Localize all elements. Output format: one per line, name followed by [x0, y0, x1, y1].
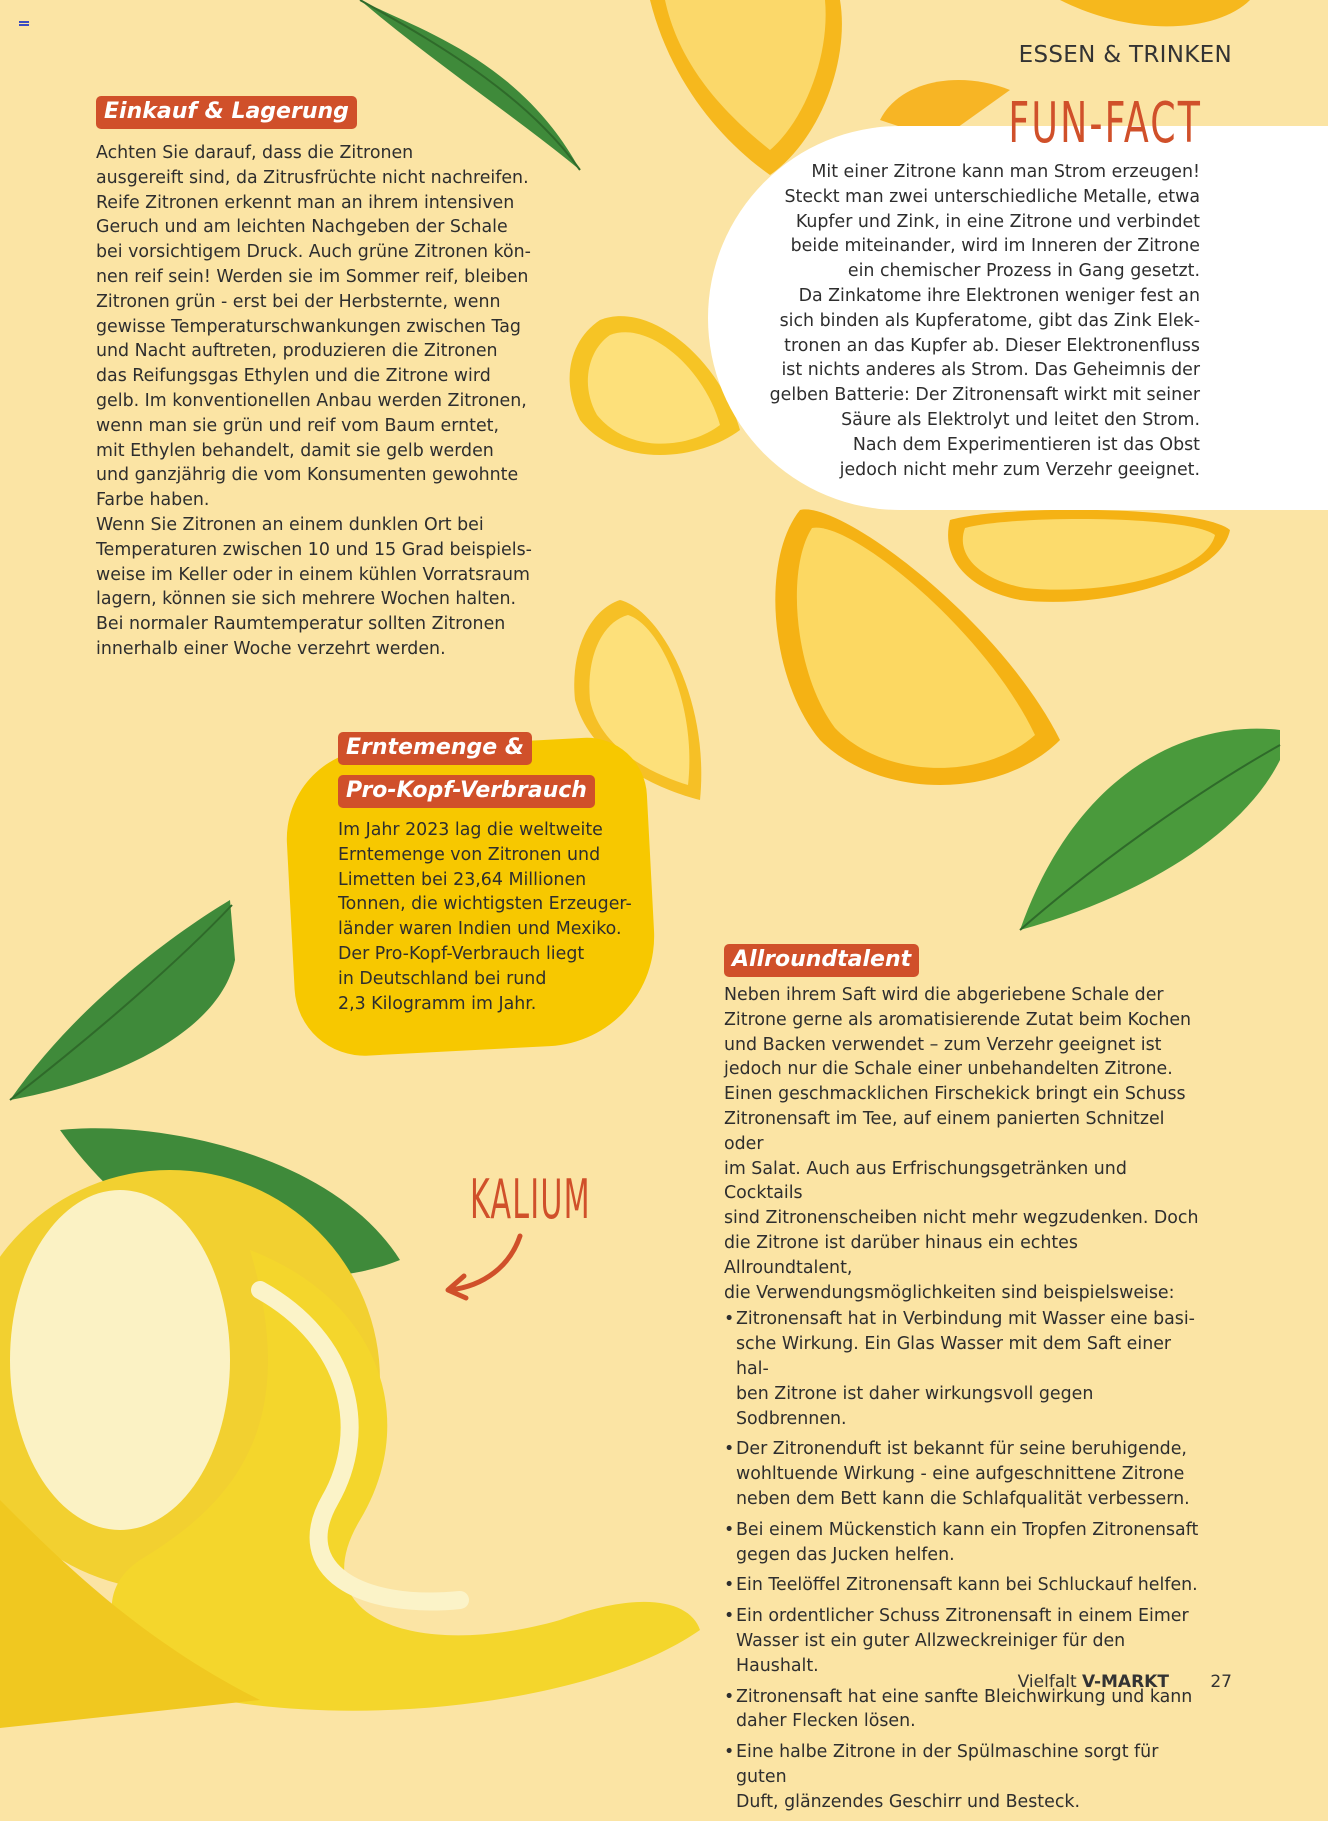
funfact-title: FUN-FACT: [1008, 91, 1202, 156]
einkauf-text: Achten Sie darauf, dass die Zitronen ausgereift sind, da Zitrusfrüchte nicht nachreifen. Reife Zitronen erkennt man an ihrem intensiven Geruch und am leichten Nachgeben der Schale bei vorsichtigem Druck. Auch grüne Zitronen kön- nen reif sein! Werden sie im Sommer reif, bleiben Zitronen grün - erst bei der Herbsternte, wenn gewisse Temperaturschwankungen zwischen Tag und Nacht auftreten, produzieren die Zitronen das Reifungsgas Ethylen und die Zitrone wird gelb. Im konventionellen Anbau werden Zitronen, wenn man sie grün und reif vom Baum erntet, mit Ethylen behandelt, damit sie gelb werden und ganzjährig die vom Konsumenten gewohnte Farbe haben. Wenn Sie Zitronen an einem dunklen Ort bei Temperaturen zwischen 10 und 15 Grad beispiels- weise im Keller oder in einem kühlen Vorratsraum lagern, können sie sich mehrere Wochen halten. Bei normaler Raumtemperatur sollten Zitronen innerhalb einer Woche verzehrt werden.: [96, 143, 532, 659]
menu-icon[interactable]: [19, 21, 29, 28]
brand-name: V-MARKT: [1082, 1672, 1169, 1692]
kalium-label: KALIUM: [470, 1168, 591, 1231]
ernte-title-line1: Erntemenge &: [338, 732, 532, 765]
allround-title: Allroundtalent: [724, 944, 919, 977]
leaf-left: [10, 900, 235, 1100]
list-item: • Ein ordentlicher Schuss Zitronensaft in einem Eimer Wasser ist ein guter Allzweckreiniger für den Haushalt.: [724, 1604, 1204, 1678]
section-label: ESSEN & TRINKEN: [1018, 42, 1232, 68]
uses-list: [724, 1307, 1204, 1814]
einkauf-title: Einkauf & Lagerung: [96, 96, 357, 129]
allround-text: Neben ihrem Saft wird die abgeriebene Schale der Zitrone gerne als aromatisierende Zutat beim Kochen und Backen verwendet – zum Verzehr geeignet ist jedoch nur die Schale einer unbehandelten Zitrone. Einen geschmacklichen Firschekick bringt ein Schuss Zitronensaft im Tee, auf einem panierten Schnitzel oder im Salat. Auch aus Erfrischungsgetränken und Cocktails sind Zitronenscheiben nicht mehr wegzudenken. Doch die Zitrone ist darüber hinaus ein echtes Allroundtalent, die Verwendungsmöglichkeiten sind beispielsweise:: [724, 985, 1199, 1303]
magazine-name: Vielfalt: [1017, 1672, 1077, 1692]
arrow-icon: [438, 1232, 528, 1300]
list-item: • Ein Teelöffel Zitronensaft kann bei Schluckauf helfen.: [724, 1573, 1204, 1598]
page-number: 27: [1210, 1672, 1232, 1692]
page-footer: [1018, 1672, 1232, 1692]
ernte-title-line2: Pro-Kopf-Verbrauch: [338, 775, 595, 808]
ernte-text: Im Jahr 2023 lag die weltweite Erntemenge von Zitronen und Limetten bei 23,64 Millionen Tonnen, die wichtigsten Erzeuger- länder waren Indien und Mexiko. Der Pro-Kopf-Verbrauch liegt in Deutschland bei rund 2,3 Kilogramm im Jahr.: [338, 820, 632, 1014]
list-item: • Zitronensaft hat eine sanfte Bleichwirkung und kann daher Flecken lösen.: [724, 1685, 1204, 1735]
einkauf-section: [96, 96, 536, 662]
list-item: • Zitronensaft hat in Verbindung mit Wasser eine basi- sche Wirkung. Ein Glas Wasser mit dem Saft einer hal- ben Zitrone ist daher wirkungsvoll gegen Sodbrennen.: [724, 1307, 1204, 1431]
list-item: • Eine halbe Zitrone in der Spülmaschine sorgt für guten Duft, glänzendes Geschirr und Besteck.: [724, 1740, 1204, 1814]
lemon-wedge-top-right: [1060, 0, 1250, 26]
funfact-text: Mit einer Zitrone kann man Strom erzeugen! Steckt man zwei unterschiedliche Metalle, etwa Kupfer und Zink, in eine Zitrone und verbindet beide miteinander, wird im Inneren der Zitrone ein chemischer Prozess in Gang gesetzt. Da Zinkatome ihre Elektronen weniger fest an sich binden als Kupferatome, gibt das Zink Elek- tronen an das Kupfer ab. Dieser Elektronenfluss ist nichts anderes als Strom. Das Geheimnis der gelben Batterie: Der Zitronensaft wirkt mit seiner Säure als Elektrolyt und leitet den Strom. Nach dem Experimentieren ist das Obst jedoch nicht mehr zum Verzehr geeignet.: [769, 162, 1200, 480]
ernte-section: [338, 732, 648, 1016]
list-item: • Der Zitronenduft ist bekannt für seine beruhigende, wohltuende Wirkung - eine aufgeschnittene Zitrone neben dem Bett kann die Schlafqualität verbessern.: [724, 1437, 1204, 1511]
list-item: • Bei einem Mückenstich kann ein Tropfen Zitronensaft gegen das Jucken helfen.: [724, 1518, 1204, 1568]
